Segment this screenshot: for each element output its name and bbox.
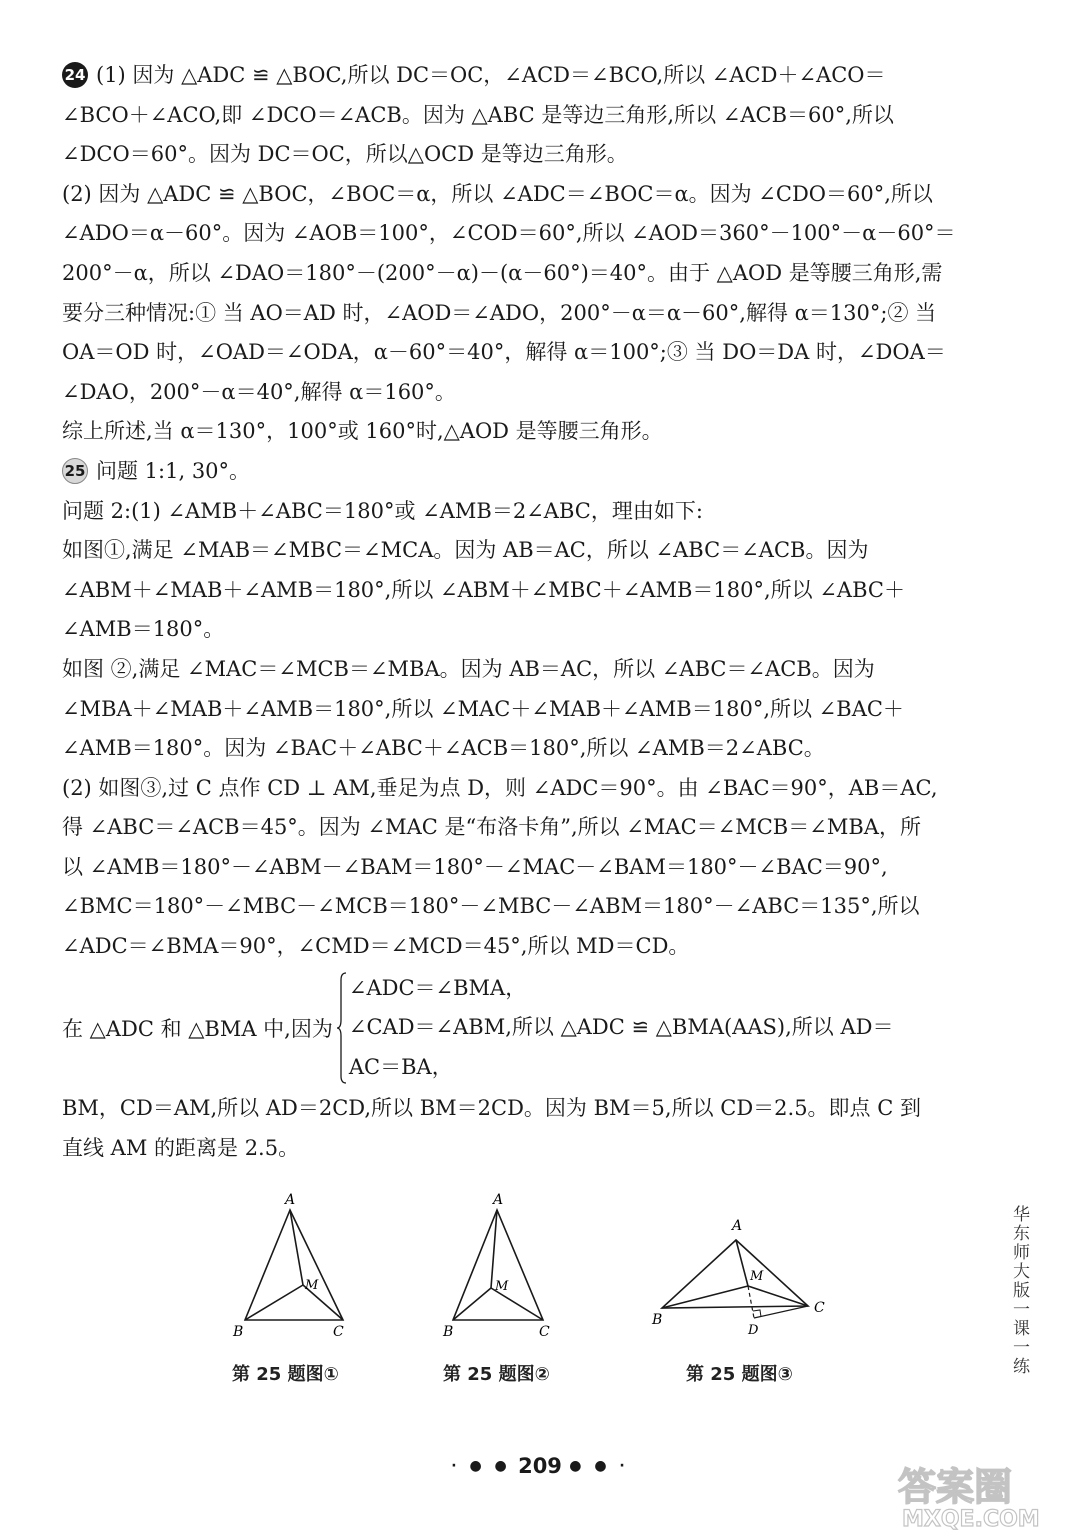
svg-text:答案圈: 答案圈 — [898, 1465, 1013, 1509]
problem-number-24: 24 — [62, 62, 88, 88]
p25-conclusion-line1: BM，CD＝AM,所以 AD＝2CD,所以 BM＝2CD。因为 BM＝5,所以 CD＝2.5。即点 C 到 — [62, 1096, 921, 1121]
fig2-label-c: C — [539, 1324, 550, 1340]
figure-2-caption: 第 25 题图② — [443, 1364, 550, 1385]
brace-lead-text: 在 △ADC 和 △BMA 中,因为 — [62, 1017, 333, 1042]
svg-text:MXQE.COM: MXQE.COM — [902, 1507, 1040, 1530]
p25-fig2-line3: ∠AMB＝180°。因为 ∠BAC＋∠ABC＋∠ACB＝180°,所以 ∠AMB＝2∠ABC。 — [62, 736, 825, 761]
answer-content — [62, 56, 992, 1169]
p25-fig1-line2: ∠ABM＋∠MAB＋∠AMB＝180°,所以 ∠ABM＋∠MBC＋∠AMB＝180°,所以 ∠ABC＋ — [62, 577, 905, 602]
fig2-label-m: M — [495, 1279, 509, 1294]
fig2-label-a: A — [493, 1192, 504, 1208]
p25-part2-line5: ∠ADC＝∠BMA＝90°，∠CMD＝∠MCD＝45°,所以 MD＝CD。 — [62, 934, 690, 959]
left-brace-icon — [337, 972, 347, 1084]
fig1-label-c: C — [333, 1324, 344, 1340]
p25-q1: 25 问题 1:1, 30°。 — [62, 452, 992, 492]
side-book-title: 华东师大版一课一练 — [1009, 1205, 1029, 1376]
fig3-label-m: M — [750, 1269, 764, 1284]
p25-fig2-line2: ∠MBA＋∠MAB＋∠AMB＝180°,所以 ∠MAC＋∠MAB＋∠AMB＝180°,所以 ∠BAC＋ — [62, 696, 904, 721]
figure-2-diagram — [435, 1190, 575, 1340]
brace-line-3: AC＝BA， — [348, 1054, 453, 1079]
brace-system — [62, 969, 992, 1088]
dots-left-icon: · ● ● — [451, 1458, 511, 1474]
p24-part2-line5: OA＝OD 时，∠OAD＝∠ODA，α－60°＝40°，解得 α＝100°;③ 当 DO＝DA 时，∠DOA＝ — [62, 340, 946, 365]
figure-1-caption: 第 25 题图① — [232, 1364, 339, 1385]
p25-fig1-line1: 如图①,满足 ∠MAB＝∠MBC＝∠MCA。因为 AB＝AC，所以 ∠ABC＝∠ACB。因为 — [62, 538, 869, 563]
p25-part2-line3: 以 ∠AMB＝180°－∠ABM－∠BAM＝180°－∠MAC－∠BAM＝180°－∠BAC＝90°, — [62, 854, 888, 879]
p25-part2-line1: (2) 如图③,过 C 点作 CD ⊥ AM,垂足为点 D，则 ∠ADC＝90°。由 ∠BAC＝90°，AB＝AC, — [62, 775, 938, 800]
p25-part2-line2: 得 ∠ABC＝∠ACB＝45°。因为 ∠MAC 是“布洛卡角”,所以 ∠MAC＝∠MCB＝∠MBA，所 — [62, 815, 921, 840]
watermark-logo — [894, 1460, 1072, 1530]
fig1-label-m: M — [305, 1278, 319, 1293]
p24-line3: ∠DCO＝60°。因为 DC＝OC，所以△OCD 是等边三角形。 — [62, 142, 628, 167]
p24-part2-line4: 要分三种情况:① 当 AO＝AD 时，∠AOD＝∠ADO，200°－α＝α－60°,解得 α＝130°;② 当 — [62, 300, 937, 325]
p25-part2-line4: ∠BMC＝180°－∠MBC－∠MCB＝180°－∠MBC－∠ABM＝180°－∠ABC＝135°,所以 — [62, 894, 920, 919]
figure-1-diagram — [225, 1190, 365, 1340]
fig1-label-a: A — [285, 1192, 296, 1208]
dots-right-icon: ● ● · — [569, 1458, 629, 1474]
p25-q2-intro: 问题 2:(1) ∠AMB＋∠ABC＝180°或 ∠AMB＝2∠ABC，理由如下: — [62, 498, 703, 523]
brace-line-2: ∠CAD＝∠ABM,所以 △ADC ≌ △BMA(AAS),所以 AD＝ — [348, 1015, 894, 1040]
fig2-label-b: B — [443, 1324, 454, 1340]
p24-part2-line2: ∠ADO＝α－60°。因为 ∠AOB＝100°，∠COD＝60°,所以 ∠AOD＝360°－100°－α－60°＝ — [62, 221, 956, 246]
problem-number-25: 25 — [62, 458, 88, 484]
fig1-label-b: B — [233, 1324, 244, 1340]
p24-line1: 24 (1) 因为 △ADC ≌ △BOC,所以 DC＝OC，∠ACD＝∠BCO,所以 ∠ACD＋∠ACO＝ — [62, 56, 992, 96]
page-number: 209 — [518, 1454, 562, 1478]
p25-conclusion-line2: 直线 AM 的距离是 2.5。 — [62, 1136, 300, 1161]
brace-line-1: ∠ADC＝∠BMA， — [348, 975, 527, 1000]
p25-fig2-line1: 如图 ②,满足 ∠MAC＝∠MCB＝∠MBA。因为 AB＝AC，所以 ∠ABC＝∠ACB。因为 — [62, 656, 875, 681]
fig3-label-b: B — [652, 1312, 663, 1328]
p24-part2-line1: (2) 因为 △ADC ≌ △BOC，∠BOC＝α，所以 ∠ADC＝∠BOC＝α。因为 ∠CDO＝60°,所以 — [62, 181, 933, 206]
p24-part2-line6: ∠DAO，200°－α＝40°,解得 α＝160°。 — [62, 379, 456, 404]
p24-summary: 综上所述,当 α＝130°，100°或 160°时,△AOD 是等腰三角形。 — [62, 419, 663, 444]
fig3-label-c: C — [814, 1300, 825, 1316]
fig3-label-d: D — [748, 1323, 759, 1338]
figure-3-diagram — [648, 1210, 838, 1340]
brace-lines — [349, 969, 894, 1088]
figure-3-caption: 第 25 题图③ — [686, 1364, 793, 1385]
p25-fig1-line3: ∠AMB＝180°。 — [62, 617, 225, 642]
p24-part2-line3: 200°－α，所以 ∠DAO＝180°－(200°－α)－(α－60°)＝40°。由于 △AOD 是等腰三角形,需 — [62, 260, 943, 285]
fig3-label-a: A — [732, 1218, 743, 1234]
p24-line2: ∠BCO＋∠ACO,即 ∠DCO＝∠ACB。因为 △ABC 是等边三角形,所以 ∠ACB＝60°,所以 — [62, 102, 894, 127]
